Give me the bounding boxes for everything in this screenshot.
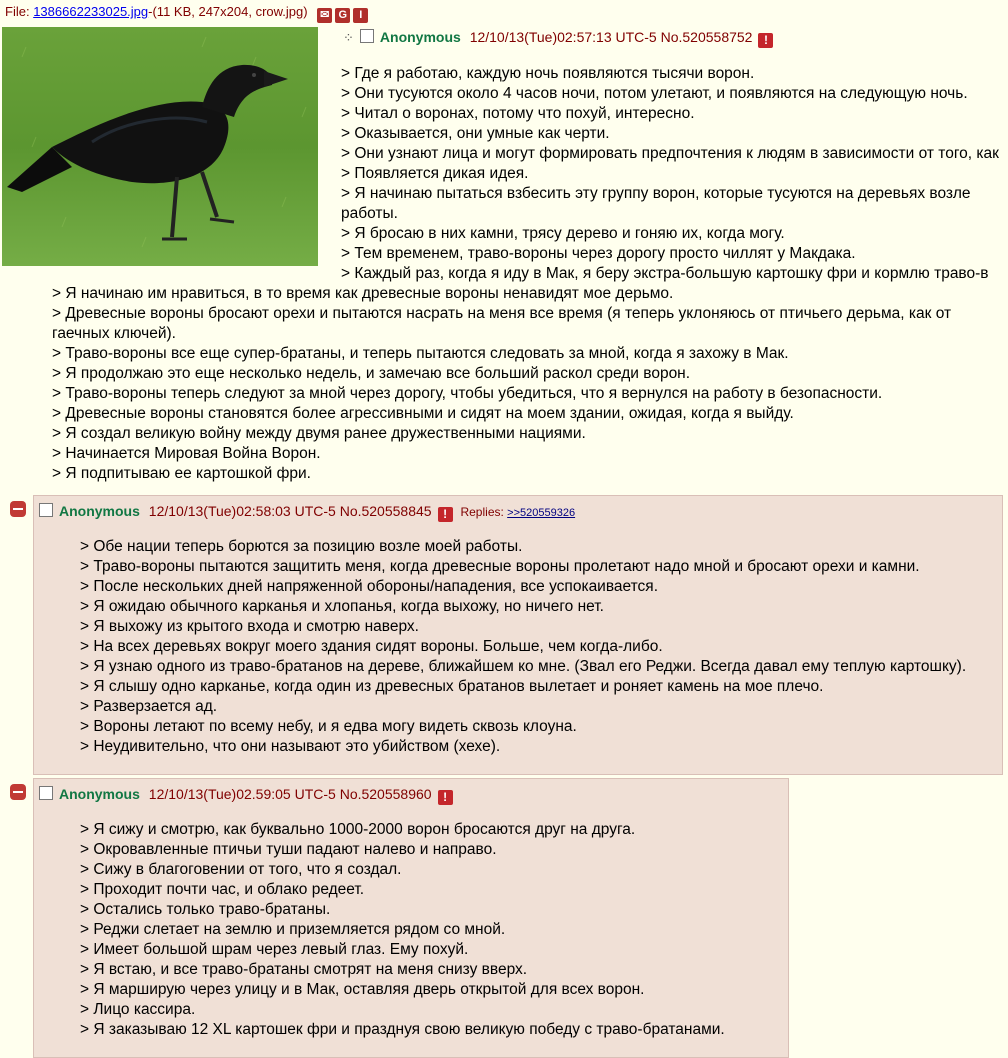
reply2-post-number[interactable]: No.520558960: [339, 786, 432, 802]
google-search-icon[interactable]: G: [335, 8, 350, 23]
op-line: > Траво-вороны теперь следуют за мной через дорогу, чтобы убедиться, что я вернулся на работу в безопасности.: [52, 385, 883, 402]
reply1-line: > Обе нации теперь борются за позицию возле моей работы.: [80, 538, 523, 555]
reply1-select-checkbox[interactable]: [39, 503, 53, 517]
op-line: > Я создал великую войну между двумя ранее дружественными нациями.: [52, 425, 586, 442]
crow-thumbnail[interactable]: [2, 27, 318, 266]
reply2-line: > Имеет большой шрам через левый глаз. Ему похуй.: [80, 941, 469, 958]
op-post-header: [343, 29, 773, 48]
reply2-line: > Окровавленные птичьи туши падают налево и направо.: [80, 841, 497, 858]
op-poster-name: Anonymous: [379, 29, 461, 45]
reply1-line: > Неудивительно, что они называют это убийством (хехе).: [80, 738, 501, 755]
file-link[interactable]: 1386662233025.jpg: [33, 4, 149, 19]
reply2-header: [39, 786, 453, 805]
reply2-line: > Я заказываю 12 XL картошек фри и празднуя свою великую победу с траво-братанами.: [80, 1021, 725, 1038]
expand-icon[interactable]: ⁘: [343, 30, 354, 45]
reply2-datetime: 12/10/13(Tue)02.59:05 UTC-5: [148, 786, 336, 802]
op-select-checkbox[interactable]: [360, 29, 374, 43]
reply1-line: > Я слышу одно карканье, когда один из древесных братанов вылетает и роняет камень на мое плечо.: [80, 678, 824, 695]
reply1-replies: [460, 505, 575, 519]
op-line: > Траво-вороны все еще супер-братаны, и теперь пытаются следовать за мной, когда я захожу в Мак.: [52, 345, 789, 362]
file-details: -(11 KB, 247x204, crow.jpg): [148, 4, 308, 19]
op-report-icon[interactable]: !: [758, 33, 773, 48]
reply1-line: > Разверзается ад.: [80, 698, 218, 715]
op-line: > Я начинаю им нравиться, в то время как древесные вороны ненавидят мое дерьмо.: [52, 285, 674, 302]
reply2-line: > Остались только траво-братаны.: [80, 901, 331, 918]
op-line: > Древесные вороны становятся более агрессивными и сидят на моем здании, ожидая, когда я выйду.: [52, 405, 794, 422]
reply2-select-checkbox[interactable]: [39, 786, 53, 800]
op-line: > Я бросаю в них камни, трясу дерево и гоняю их, когда могу.: [341, 225, 785, 242]
mail-icon[interactable]: ✉: [317, 8, 332, 23]
reply1-line: > На всех деревьях вокруг моего здания сидят вороны. Больше, чем когда-либо.: [80, 638, 663, 655]
op-line: > Я начинаю пытаться взбесить эту группу ворон, которые тусуются на деревьях возле: [341, 185, 971, 202]
reply2-report-icon[interactable]: !: [438, 790, 453, 805]
reply1-backlink[interactable]: >>520559326: [507, 507, 576, 519]
reply1-line: > Я выхожу из крытого входа и смотрю наверх.: [80, 618, 419, 635]
reply1-line: > Вороны летают по всему небу, и я едва могу видеть сквозь клоуна.: [80, 718, 577, 735]
reply2-line: > Я встаю, и все траво-братаны смотрят на меня снизу вверх.: [80, 961, 528, 978]
op-line: работы.: [341, 205, 398, 222]
op-line: > Каждый раз, когда я иду в Мак, я беру экстра-большую картошку фри и кормлю траво-в: [341, 265, 989, 282]
op-line: > Древесные вороны бросают орехи и пытаются насрать на меня все время (я теперь уклоняюсь от птичьего дерьма, как от: [52, 305, 952, 322]
op-line: > Оказывается, они умные как черти.: [341, 125, 610, 142]
reply1-header: [39, 503, 575, 522]
file-info: [5, 4, 368, 23]
op-line: > Они тусуются около 4 часов ночи, потом улетают, и появляются на следующую ночь.: [341, 85, 968, 102]
op-datetime: 12/10/13(Tue)02:57:13 UTC-5: [469, 29, 657, 45]
hide-post-icon[interactable]: [10, 784, 26, 800]
op-line: > Они узнают лица и могут формировать предпочтения к людям в зависимости от того, как: [341, 145, 999, 162]
op-post-number[interactable]: No.520558752: [660, 29, 753, 45]
op-line: > Начинается Мировая Война Ворон.: [52, 445, 321, 462]
reply2-poster-name: Anonymous: [59, 786, 140, 802]
reply1-line: > Я узнаю одного из траво-братанов на дереве, ближайшем ко мне. (Звал его Реджи. Всегда давал ему теплую картошку).: [80, 658, 967, 675]
reply2-line: > Лицо кассира.: [80, 1001, 196, 1018]
reply2-line: > Я сижу и смотрю, как буквально 1000-2000 ворон бросаются друг на друга.: [80, 821, 636, 838]
op-line: > Появляется дикая идея.: [341, 165, 529, 182]
op-line: > Я продолжаю это еще несколько недель, и замечаю все больший раскол среди ворон.: [52, 365, 691, 382]
reply2-line: > Я марширую через улицу и в Мак, оставляя дверь открытой для всех ворон.: [80, 981, 645, 998]
reply1-line: > Я ожидаю обычного карканья и хлопанья, когда выхожу, но ничего нет.: [80, 598, 604, 615]
file-label: File:: [5, 4, 30, 19]
op-line: > Я подпитываю ее картошкой фри.: [52, 465, 311, 482]
hide-post-icon[interactable]: [10, 501, 26, 517]
reply1-line: > После нескольких дней напряженной обороны/нападения, все успокаивается.: [80, 578, 659, 595]
op-line: > Тем временем, траво-вороны через дорогу просто чиллят у Макдака.: [341, 245, 856, 262]
reply2-line: > Реджи слетает на землю и приземляется рядом со мной.: [80, 921, 506, 938]
replies-label: Replies:: [460, 505, 504, 519]
reply2-line: > Сижу в благоговении от того, что я создал.: [80, 861, 402, 878]
image-tools: [317, 8, 368, 23]
reply1-poster-name: Anonymous: [59, 503, 140, 519]
op-line: > Где я работаю, каждую ночь появляются тысячи ворон.: [341, 65, 755, 82]
reply1-line: > Траво-вороны пытаются защитить меня, когда древесные вороны пролетают надо мной и бросают орехи и камни.: [80, 558, 920, 575]
reply1-report-icon[interactable]: !: [438, 507, 453, 522]
iqdb-icon[interactable]: I: [353, 8, 368, 23]
crow-image: [2, 27, 318, 266]
op-line: гаечных ключей).: [52, 325, 176, 342]
reply2-line: > Проходит почти час, и облако редеет.: [80, 881, 365, 898]
reply1-post-number[interactable]: No.520558845: [339, 503, 432, 519]
reply1-datetime: 12/10/13(Tue)02:58:03 UTC-5: [148, 503, 336, 519]
op-line: > Читал о воронах, потому что похуй, интересно.: [341, 105, 695, 122]
